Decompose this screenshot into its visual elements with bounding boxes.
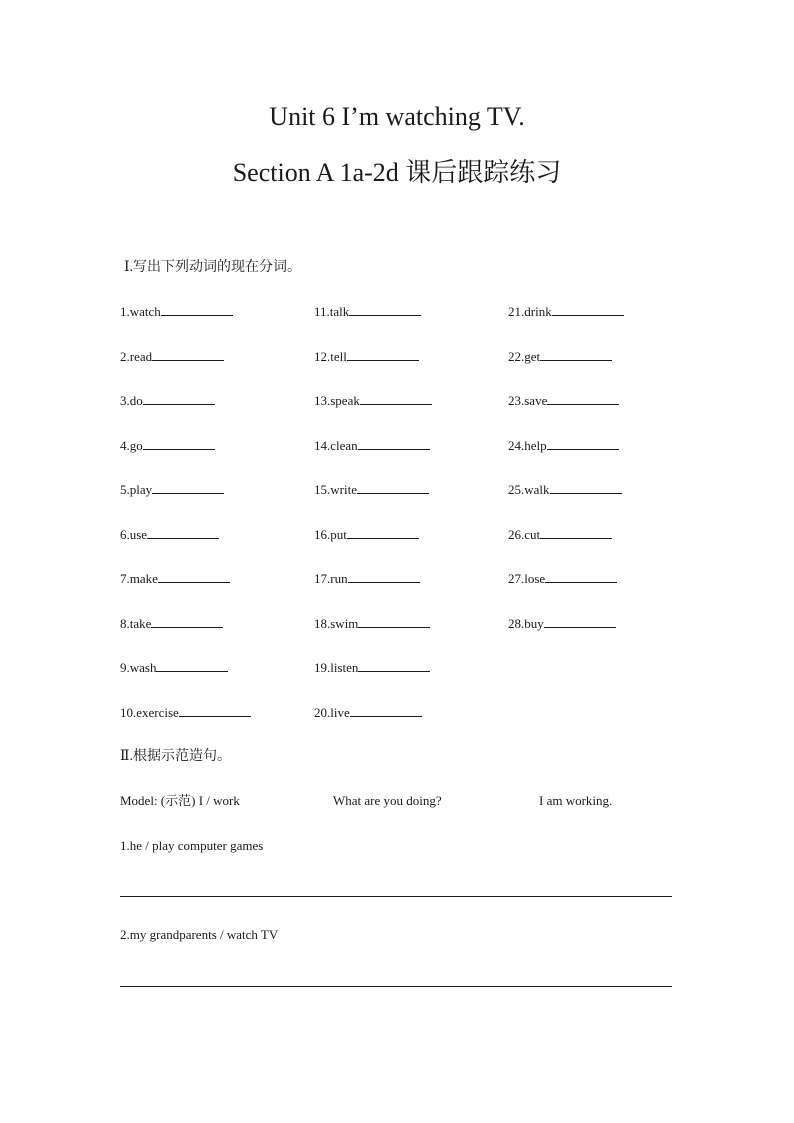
answer-blank[interactable]: [348, 569, 420, 583]
verb-item: [508, 569, 617, 588]
verb-item: [120, 703, 251, 722]
verb-label: 12.tell: [314, 349, 347, 364]
verb-label: 13.speak: [314, 393, 360, 408]
answer-blank[interactable]: [547, 391, 619, 405]
verb-item: [508, 391, 619, 410]
verb-item: [120, 569, 230, 588]
verb-item: [314, 302, 421, 321]
answer-blank[interactable]: [358, 436, 430, 450]
verb-item: [120, 525, 219, 544]
verb-label: 10.exercise: [120, 705, 179, 720]
model-question: What are you doing?: [333, 793, 442, 808]
answer-blank[interactable]: [151, 614, 223, 628]
answer-blank[interactable]: [158, 569, 230, 583]
verb-label: 6.use: [120, 527, 148, 542]
section-2-heading: Ⅱ.根据示范造句。: [120, 749, 232, 764]
sentence-prompt-1: 1.he / play computer games: [120, 838, 264, 853]
answer-blank[interactable]: [347, 347, 419, 361]
verb-label: 9.wash: [120, 660, 157, 675]
verb-item: [120, 658, 228, 677]
answer-blank[interactable]: [545, 569, 617, 583]
answer-line-1[interactable]: [120, 896, 672, 897]
verb-label: 2.read: [120, 349, 153, 364]
section-1-heading: Ⅰ.写出下列动词的现在分词。: [124, 260, 302, 275]
answer-blank[interactable]: [347, 525, 419, 539]
sentence-prompt-2: 2.my grandparents / watch TV: [120, 927, 279, 942]
answer-blank[interactable]: [179, 703, 251, 717]
verb-item: [508, 436, 619, 455]
verb-item: [314, 480, 429, 499]
verb-item: [120, 436, 215, 455]
answer-blank[interactable]: [552, 302, 624, 316]
answer-blank[interactable]: [540, 525, 612, 539]
verb-label: 3.do: [120, 393, 143, 408]
answer-blank[interactable]: [547, 436, 619, 450]
verb-label: 28.buy: [508, 616, 544, 631]
verb-label: 26.cut: [508, 527, 541, 542]
answer-blank[interactable]: [147, 525, 219, 539]
verb-item: [314, 347, 419, 366]
answer-blank[interactable]: [152, 347, 224, 361]
verb-item: [120, 302, 233, 321]
answer-blank[interactable]: [358, 658, 430, 672]
answer-blank[interactable]: [550, 480, 622, 494]
verb-label: 19.listen: [314, 660, 359, 675]
verb-label: 17.run: [314, 571, 348, 586]
verb-item: [508, 302, 624, 321]
answer-blank[interactable]: [143, 391, 215, 405]
model-label: Model: (示范) I / work: [120, 793, 240, 808]
answer-blank[interactable]: [349, 302, 421, 316]
verb-label: 25.walk: [508, 482, 550, 497]
verb-label: 16.put: [314, 527, 347, 542]
verb-item: [120, 347, 224, 366]
answer-line-2[interactable]: [120, 986, 672, 987]
verb-item: [120, 614, 223, 633]
verb-item: [314, 391, 432, 410]
answer-blank[interactable]: [358, 614, 430, 628]
verb-label: 15.write: [314, 482, 357, 497]
verb-item: [314, 569, 420, 588]
verb-label: 5.play: [120, 482, 153, 497]
verb-item: [314, 703, 422, 722]
verb-label: 24.help: [508, 438, 547, 453]
answer-blank[interactable]: [350, 703, 422, 717]
verb-label: 7.make: [120, 571, 158, 586]
verb-label: 27.lose: [508, 571, 546, 586]
verb-item: [314, 436, 430, 455]
verb-label: 11.talk: [314, 304, 350, 319]
answer-blank[interactable]: [161, 302, 233, 316]
verb-label: 22.get: [508, 349, 541, 364]
verb-item: [508, 614, 616, 633]
title-line-1: Unit 6 I’m watching TV.: [269, 102, 525, 131]
model-answer: I am working.: [539, 793, 613, 808]
verb-item: [314, 525, 419, 544]
verb-item: [120, 480, 224, 499]
answer-blank[interactable]: [156, 658, 228, 672]
answer-blank[interactable]: [357, 480, 429, 494]
answer-blank[interactable]: [152, 480, 224, 494]
verb-item: [508, 347, 612, 366]
verb-label: 23.save: [508, 393, 548, 408]
verb-item: [314, 614, 430, 633]
verb-item: [508, 480, 622, 499]
verb-label: 14.clean: [314, 438, 358, 453]
verb-label: 20.live: [314, 705, 350, 720]
verb-label: 4.go: [120, 438, 143, 453]
answer-blank[interactable]: [540, 347, 612, 361]
verb-item: [508, 525, 612, 544]
verb-item: [120, 391, 215, 410]
answer-blank[interactable]: [360, 391, 432, 405]
answer-blank[interactable]: [544, 614, 616, 628]
verb-label: 18.swim: [314, 616, 359, 631]
verb-item: [314, 658, 430, 677]
verb-label: 8.take: [120, 616, 152, 631]
verb-label: 21.drink: [508, 304, 552, 319]
answer-blank[interactable]: [143, 436, 215, 450]
title-line-2: Section A 1a-2d 课后跟踪练习: [232, 158, 562, 187]
verb-label: 1.watch: [120, 304, 161, 319]
